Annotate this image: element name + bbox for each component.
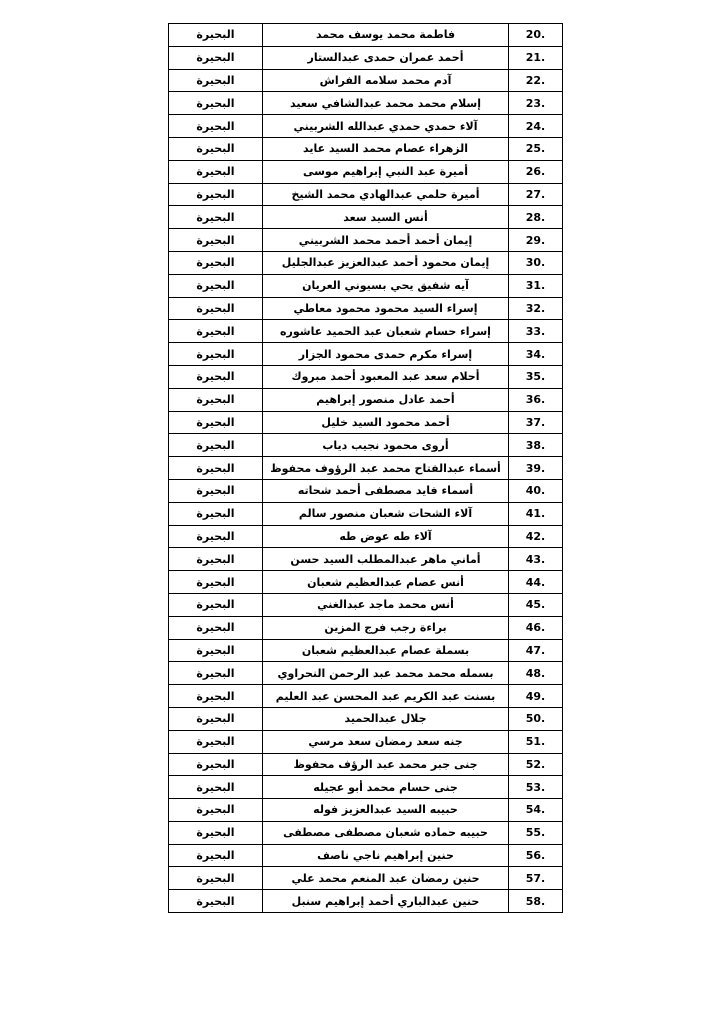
student-name-cell: آلاء طه عوض طه: [263, 525, 509, 548]
student-name-cell: أنس السيد سعد: [263, 206, 509, 229]
governorate-cell: البحيرة: [169, 160, 263, 183]
student-name-cell: إسراء مكرم حمدى محمود الجزار: [263, 343, 509, 366]
names-table-body: [169, 24, 563, 913]
row-number-cell: 43.: [509, 548, 563, 571]
row-number-cell: 20.: [509, 24, 563, 47]
governorate-cell: البحيرة: [169, 92, 263, 115]
table-row: [169, 320, 563, 343]
student-name-cell: حبيبه السيد عبدالعزيز فوله: [263, 799, 509, 822]
table-row: [169, 616, 563, 639]
row-number-cell: 50.: [509, 707, 563, 730]
row-number-cell: 35.: [509, 365, 563, 388]
governorate-cell: البحيرة: [169, 24, 263, 47]
student-name-cell: جنى جبر محمد عبد الرؤف محفوظ: [263, 753, 509, 776]
row-number-cell: 40.: [509, 479, 563, 502]
student-name-cell: جنى حسام محمد أبو عجيله: [263, 776, 509, 799]
governorate-cell: البحيرة: [169, 115, 263, 138]
row-number-cell: 31.: [509, 274, 563, 297]
governorate-cell: البحيرة: [169, 388, 263, 411]
governorate-cell: البحيرة: [169, 867, 263, 890]
student-name-cell: أسماء عبدالفتاح محمد عبد الرؤوف محفوظ: [263, 457, 509, 480]
table-row: [169, 69, 563, 92]
row-number-cell: 27.: [509, 183, 563, 206]
row-number-cell: 42.: [509, 525, 563, 548]
student-name-cell: إيمان محمود أحمد عبدالعزيز عبدالجليل: [263, 251, 509, 274]
row-number-cell: 33.: [509, 320, 563, 343]
table-row: [169, 229, 563, 252]
table-row: [169, 206, 563, 229]
table-row: [169, 137, 563, 160]
table-row: [169, 411, 563, 434]
governorate-cell: البحيرة: [169, 251, 263, 274]
governorate-cell: البحيرة: [169, 274, 263, 297]
governorate-cell: البحيرة: [169, 639, 263, 662]
row-number-cell: 29.: [509, 229, 563, 252]
row-number-cell: 21.: [509, 46, 563, 69]
row-number-cell: 28.: [509, 206, 563, 229]
governorate-cell: البحيرة: [169, 320, 263, 343]
governorate-cell: البحيرة: [169, 730, 263, 753]
row-number-cell: 34.: [509, 343, 563, 366]
table-row: [169, 160, 563, 183]
table-row: [169, 479, 563, 502]
governorate-cell: البحيرة: [169, 183, 263, 206]
table-row: [169, 388, 563, 411]
governorate-cell: البحيرة: [169, 434, 263, 457]
student-name-cell: أروى محمود نجيب دياب: [263, 434, 509, 457]
row-number-cell: 39.: [509, 457, 563, 480]
row-number-cell: 22.: [509, 69, 563, 92]
table-row: [169, 297, 563, 320]
student-name-cell: آلاء حمدي حمدي عبدالله الشربيني: [263, 115, 509, 138]
table-row: [169, 890, 563, 913]
governorate-cell: البحيرة: [169, 844, 263, 867]
student-name-cell: حبيبه حماده شعبان مصطفى مصطفى: [263, 821, 509, 844]
names-table: [168, 23, 563, 913]
row-number-cell: 49.: [509, 685, 563, 708]
table-row: [169, 183, 563, 206]
student-name-cell: حنين إبراهيم ناجي ناصف: [263, 844, 509, 867]
row-number-cell: 44.: [509, 571, 563, 594]
table-row: [169, 24, 563, 47]
table-row: [169, 525, 563, 548]
table-row: [169, 115, 563, 138]
row-number-cell: 41.: [509, 502, 563, 525]
student-name-cell: آيه شفيق يحي بسيوني العريان: [263, 274, 509, 297]
governorate-cell: البحيرة: [169, 571, 263, 594]
student-name-cell: أحمد عادل منصور إبراهيم: [263, 388, 509, 411]
student-name-cell: فاطمة محمد يوسف محمد: [263, 24, 509, 47]
student-name-cell: أحمد عمران حمدى عبدالستار: [263, 46, 509, 69]
governorate-cell: البحيرة: [169, 46, 263, 69]
row-number-cell: 55.: [509, 821, 563, 844]
row-number-cell: 52.: [509, 753, 563, 776]
governorate-cell: البحيرة: [169, 890, 263, 913]
student-name-cell: أنس محمد ماجد عبدالغني: [263, 593, 509, 616]
table-row: [169, 251, 563, 274]
table-row: [169, 844, 563, 867]
row-number-cell: 54.: [509, 799, 563, 822]
student-name-cell: حنين عبدالباري أحمد إبراهيم سنبل: [263, 890, 509, 913]
student-name-cell: أماني ماهر عبدالمطلب السيد حسن: [263, 548, 509, 571]
table-row: [169, 685, 563, 708]
table-row: [169, 457, 563, 480]
governorate-cell: البحيرة: [169, 365, 263, 388]
governorate-cell: البحيرة: [169, 229, 263, 252]
student-name-cell: إسراء حسام شعبان عبد الحميد عاشوره: [263, 320, 509, 343]
governorate-cell: البحيرة: [169, 548, 263, 571]
governorate-cell: البحيرة: [169, 799, 263, 822]
row-number-cell: 25.: [509, 137, 563, 160]
row-number-cell: 46.: [509, 616, 563, 639]
governorate-cell: البحيرة: [169, 479, 263, 502]
table-row: [169, 707, 563, 730]
table-row: [169, 571, 563, 594]
table-row: [169, 274, 563, 297]
row-number-cell: 26.: [509, 160, 563, 183]
row-number-cell: 36.: [509, 388, 563, 411]
table-row: [169, 434, 563, 457]
student-name-cell: آدم محمد سلامه الفراش: [263, 69, 509, 92]
governorate-cell: البحيرة: [169, 662, 263, 685]
student-name-cell: أسماء فايد مصطفى أحمد شحاته: [263, 479, 509, 502]
table-row: [169, 867, 563, 890]
governorate-cell: البحيرة: [169, 753, 263, 776]
student-name-cell: إسلام محمد محمد عبدالشافي سعيد: [263, 92, 509, 115]
table-row: [169, 662, 563, 685]
governorate-cell: البحيرة: [169, 343, 263, 366]
row-number-cell: 30.: [509, 251, 563, 274]
governorate-cell: البحيرة: [169, 137, 263, 160]
table-row: [169, 46, 563, 69]
student-name-cell: بسملة عصام عبدالعظيم شعبان: [263, 639, 509, 662]
student-name-cell: أنس عصام عبدالعظيم شعبان: [263, 571, 509, 594]
student-name-cell: إسراء السيد محمود محمود معاطي: [263, 297, 509, 320]
student-name-cell: جلال عبدالحميد: [263, 707, 509, 730]
table-row: [169, 502, 563, 525]
governorate-cell: البحيرة: [169, 821, 263, 844]
student-name-cell: أحمد محمود السيد خليل: [263, 411, 509, 434]
row-number-cell: 47.: [509, 639, 563, 662]
student-name-cell: أميرة عبد النبي إبراهيم موسى: [263, 160, 509, 183]
governorate-cell: البحيرة: [169, 525, 263, 548]
student-name-cell: أحلام سعد عبد المعبود أحمد مبروك: [263, 365, 509, 388]
table-row: [169, 593, 563, 616]
student-name-cell: بسمله محمد محمد عبد الرحمن النحراوي: [263, 662, 509, 685]
governorate-cell: البحيرة: [169, 206, 263, 229]
row-number-cell: 38.: [509, 434, 563, 457]
row-number-cell: 51.: [509, 730, 563, 753]
governorate-cell: البحيرة: [169, 593, 263, 616]
table-row: [169, 92, 563, 115]
governorate-cell: البحيرة: [169, 297, 263, 320]
table-row: [169, 821, 563, 844]
table-row: [169, 548, 563, 571]
student-name-cell: حنين رمضان عبد المنعم محمد علي: [263, 867, 509, 890]
row-number-cell: 58.: [509, 890, 563, 913]
student-name-cell: آلاء الشحات شعبان منصور سالم: [263, 502, 509, 525]
table-row: [169, 639, 563, 662]
student-name-cell: الزهراء عصام محمد السيد عايد: [263, 137, 509, 160]
row-number-cell: 37.: [509, 411, 563, 434]
student-name-cell: براءة رجب فرج المزين: [263, 616, 509, 639]
table-row: [169, 753, 563, 776]
row-number-cell: 53.: [509, 776, 563, 799]
row-number-cell: 23.: [509, 92, 563, 115]
table-row: [169, 799, 563, 822]
row-number-cell: 32.: [509, 297, 563, 320]
student-name-cell: جنه سعد رمضان سعد مرسي: [263, 730, 509, 753]
governorate-cell: البحيرة: [169, 707, 263, 730]
row-number-cell: 56.: [509, 844, 563, 867]
row-number-cell: 48.: [509, 662, 563, 685]
student-name-cell: بسنت عبد الكريم عبد المحسن عبد العليم: [263, 685, 509, 708]
row-number-cell: 45.: [509, 593, 563, 616]
student-name-cell: أميرة حلمي عبدالهادي محمد الشيخ: [263, 183, 509, 206]
student-name-cell: إيمان أحمد أحمد محمد الشربيني: [263, 229, 509, 252]
governorate-cell: البحيرة: [169, 457, 263, 480]
governorate-cell: البحيرة: [169, 776, 263, 799]
governorate-cell: البحيرة: [169, 685, 263, 708]
governorate-cell: البحيرة: [169, 69, 263, 92]
row-number-cell: 24.: [509, 115, 563, 138]
table-row: [169, 365, 563, 388]
governorate-cell: البحيرة: [169, 502, 263, 525]
table-row: [169, 343, 563, 366]
governorate-cell: البحيرة: [169, 616, 263, 639]
table-row: [169, 730, 563, 753]
governorate-cell: البحيرة: [169, 411, 263, 434]
table-row: [169, 776, 563, 799]
row-number-cell: 57.: [509, 867, 563, 890]
